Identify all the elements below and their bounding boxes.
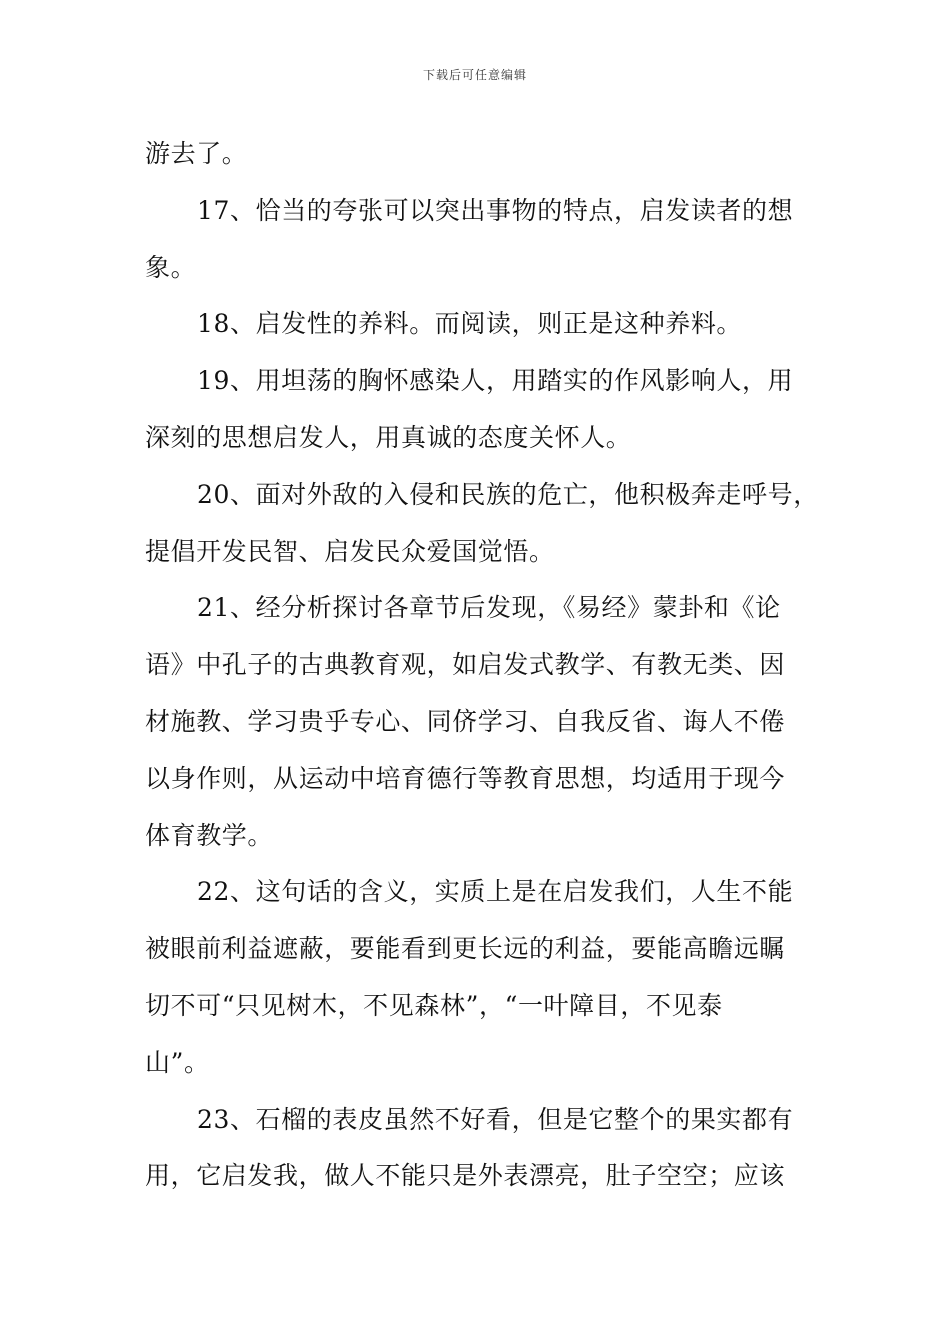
text-line: 20、面对外敌的入侵和民族的危亡，他积极奔走呼号， xyxy=(197,479,819,509)
text-line: 22、这句话的含义，实质上是在启发我们，人生不能 xyxy=(197,877,794,907)
text-line: 19、用坦荡的胸怀感染人，用踏实的作风影响人，用 xyxy=(197,366,794,396)
text-line: 18、启发性的养料。而阅读，则正是这种养料。 xyxy=(197,309,743,339)
document-body xyxy=(145,126,819,1205)
text-line: 切不可“只见树木，不见森林”，“一叶障目，不见泰 xyxy=(145,990,723,1020)
text-line: 游去了。 xyxy=(145,139,248,168)
text-line: 提倡开发民智、启发民众爱国觉悟。 xyxy=(145,536,555,566)
text-line: 被眼前利益遮蔽，要能看到更长远的利益，要能高瞻远瞩 xyxy=(145,934,786,964)
text-line: 语》中孔子的古典教育观，如启发式教学、有教无类、因 xyxy=(145,650,786,680)
text-line: 用，它启发我，做人不能只是外表漂亮，肚子空空；应该 xyxy=(145,1161,786,1191)
text-line: 以身作则，从运动中培育德行等教育思想，均适用于现今 xyxy=(145,763,786,793)
text-line: 深刻的思想启发人，用真诚的态度关怀人。 xyxy=(145,422,632,452)
text-line: 17、恰当的夸张可以突出事物的特点，启发读者的想 xyxy=(197,195,794,225)
text-line: 山”。 xyxy=(145,1047,210,1077)
text-line: 21、经分析探讨各章节后发现，《易经》蒙卦和《论 xyxy=(197,593,781,623)
text-line: 23、石榴的表皮虽然不好看，但是它整个的果实都有 xyxy=(197,1104,794,1134)
page-header: 下载后可任意编辑 xyxy=(422,68,527,82)
text-line: 材施教、学习贵乎专心、同侪学习、自我反省、诲人不倦 xyxy=(145,706,786,736)
text-line: 体育教学。 xyxy=(145,820,274,850)
text-line: 象。 xyxy=(145,252,197,282)
